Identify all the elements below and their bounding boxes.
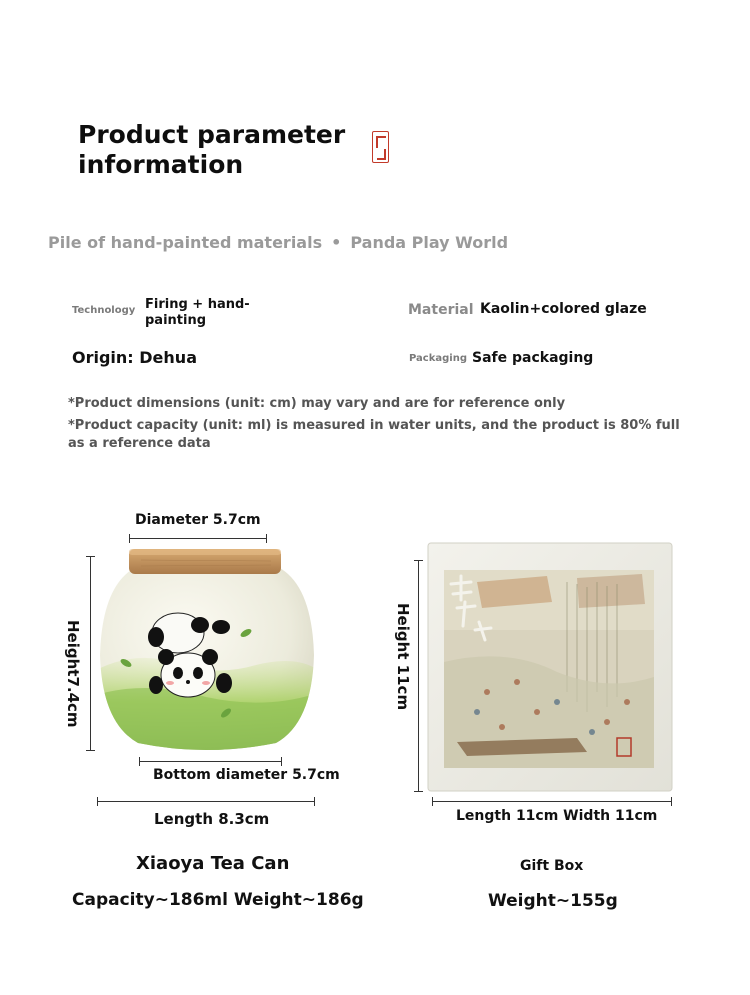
box-length-width-label: Length 11cm Width 11cm [456,808,658,824]
subtitle [48,233,508,252]
technology-label: Technology [72,305,136,316]
subtitle-right: Panda Play World [350,233,509,252]
can-length-line [97,801,315,802]
box-length-width-line [432,801,672,802]
origin-value: Origin: Dehua [72,348,197,367]
box-height-line [418,560,419,792]
can-diameter-line [129,538,267,539]
subtitle-separator: • [331,233,342,252]
subtitle-left: Pile of hand-painted materials [48,233,323,252]
can-bottom-diameter-line [139,761,282,762]
packaging-value: Safe packaging [472,350,594,366]
material-label: Material [408,302,474,318]
box-weight: Weight~155g [488,891,618,911]
box-height-label: Height 11cm [394,603,412,711]
can-diameter-label: Diameter 5.7cm [135,512,261,528]
can-capacity-weight: Capacity~186ml Weight~186g [72,890,364,910]
can-bottom-diameter-label: Bottom diameter 5.7cm [153,767,340,783]
gift-box-image [427,542,673,792]
notes [68,395,688,453]
note-dimensions: *Product dimensions (unit: cm) may vary and are for reference only [68,396,566,411]
tea-can-image [96,545,318,755]
can-name: Xiaoya Tea Can [136,853,290,874]
note-capacity: *Product capacity (unit: ml) is measured in water units, and the product is 80% full as a reference data [68,418,680,451]
red-seal-icon [372,131,389,163]
box-name: Gift Box [520,858,584,874]
technology-value: Firing + hand-painting [145,297,250,328]
can-height-label: Height7.4cm [64,620,82,728]
page-title: Product parameter information [78,120,346,179]
material-value: Kaolin+colored glaze [480,301,647,317]
packaging-label: Packaging [409,353,467,364]
can-length-label: Length 8.3cm [154,810,270,828]
can-height-line [90,556,91,751]
